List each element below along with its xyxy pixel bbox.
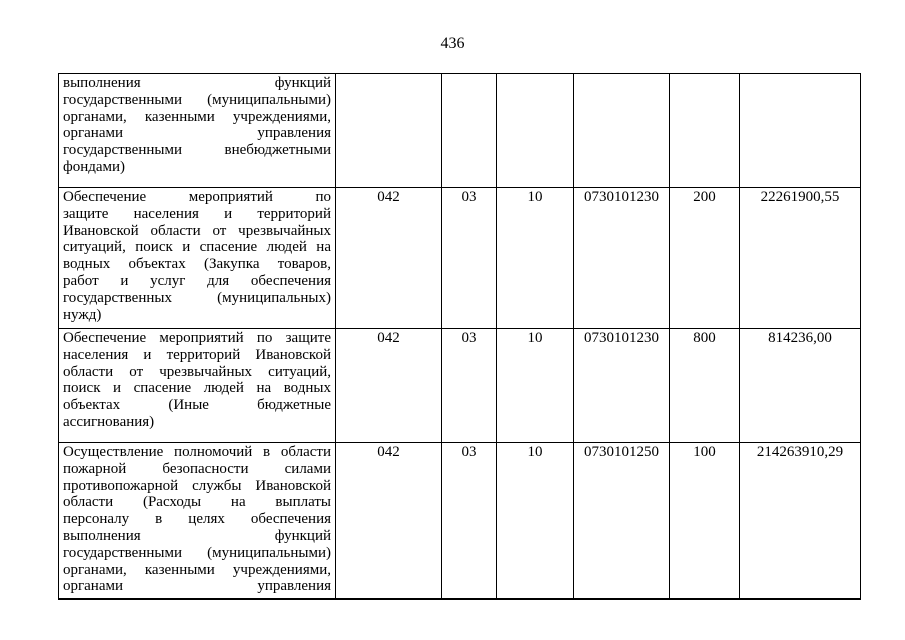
code-cell-1: 042 [336,443,442,600]
code-cell-5: 100 [670,443,740,600]
description-line: пожарной безопасности силами [63,460,331,477]
code-cell-5 [670,74,740,188]
code-cell-2: 03 [442,188,497,329]
description-line: государственными (муниципальными) [63,544,331,561]
description-line: Обеспечение мероприятий по [63,189,331,205]
description-cell [59,74,336,188]
description-line: фондами) [63,158,126,175]
code-cell-2: 03 [442,329,497,443]
code-cell-4: 0730101230 [574,329,670,443]
code-cell-3: 10 [497,188,574,329]
description-line: нужд) [63,306,102,323]
code-cell-4: 0730101230 [574,188,670,329]
description-line: области (Расходы на выплаты [63,494,331,511]
code-cell-3: 10 [497,443,574,600]
code-cell-4 [574,74,670,188]
description-line: ассигнования) [63,413,155,430]
description-line: населения и территорий Ивановской [63,346,331,363]
description-cell [59,329,336,443]
code-cell-1: 042 [336,188,442,329]
description-line: Осуществление полномочий в области [63,444,331,460]
table-row [59,74,861,188]
description-line: объектах (Иные бюджетные [63,397,331,414]
description-line: работ и услуг для обеспечения [63,272,331,289]
description-cell [59,188,336,329]
description-line: Ивановской области от чрезвычайных [63,222,331,239]
amount-cell: 22261900,55 [740,188,861,329]
description-line: персоналу в целях обеспечения [63,511,331,528]
description-line: водных объектах (Закупка товаров, [63,256,331,273]
description-line: органами управления [63,578,331,595]
code-cell-2 [442,74,497,188]
description-line: государственных (муниципальных) [63,289,331,306]
description-line: Обеспечение мероприятий по защите [63,330,331,346]
amount-cell: 214263910,29 [740,443,861,600]
code-cell-4: 0730101250 [574,443,670,600]
description-line: государственными (муниципальными) [63,91,331,108]
amount-cell: 814236,00 [740,329,861,443]
description-line: противопожарной службы Ивановской [63,477,331,494]
code-cell-5: 200 [670,188,740,329]
code-cell-5: 800 [670,329,740,443]
code-cell-3 [497,74,574,188]
description-line: выполнения функций [63,527,331,544]
code-cell-1 [336,74,442,188]
table-row [59,188,861,329]
page-number: 436 [440,35,465,52]
description-line: органами, казенными учреждениями, [63,561,331,578]
code-cell-3: 10 [497,329,574,443]
budget-table-body [59,74,861,600]
budget-table [58,73,861,600]
description-line: выполнения функций [63,75,331,91]
description-line: органами управления [63,125,331,142]
amount-cell [740,74,861,188]
description-line: государственными внебюджетными [63,142,331,159]
description-line: поиск и спасение людей на водных [63,380,331,397]
description-line: защите населения и территорий [63,205,331,222]
description-line: органами, казенными учреждениями, [63,108,331,125]
description-line: ситуаций, поиск и спасение людей на [63,239,331,256]
description-line: области от чрезвычайных ситуаций, [63,363,331,380]
code-cell-2: 03 [442,443,497,600]
description-cell [59,443,336,600]
code-cell-1: 042 [336,329,442,443]
table-row [59,443,861,600]
table-row [59,329,861,443]
